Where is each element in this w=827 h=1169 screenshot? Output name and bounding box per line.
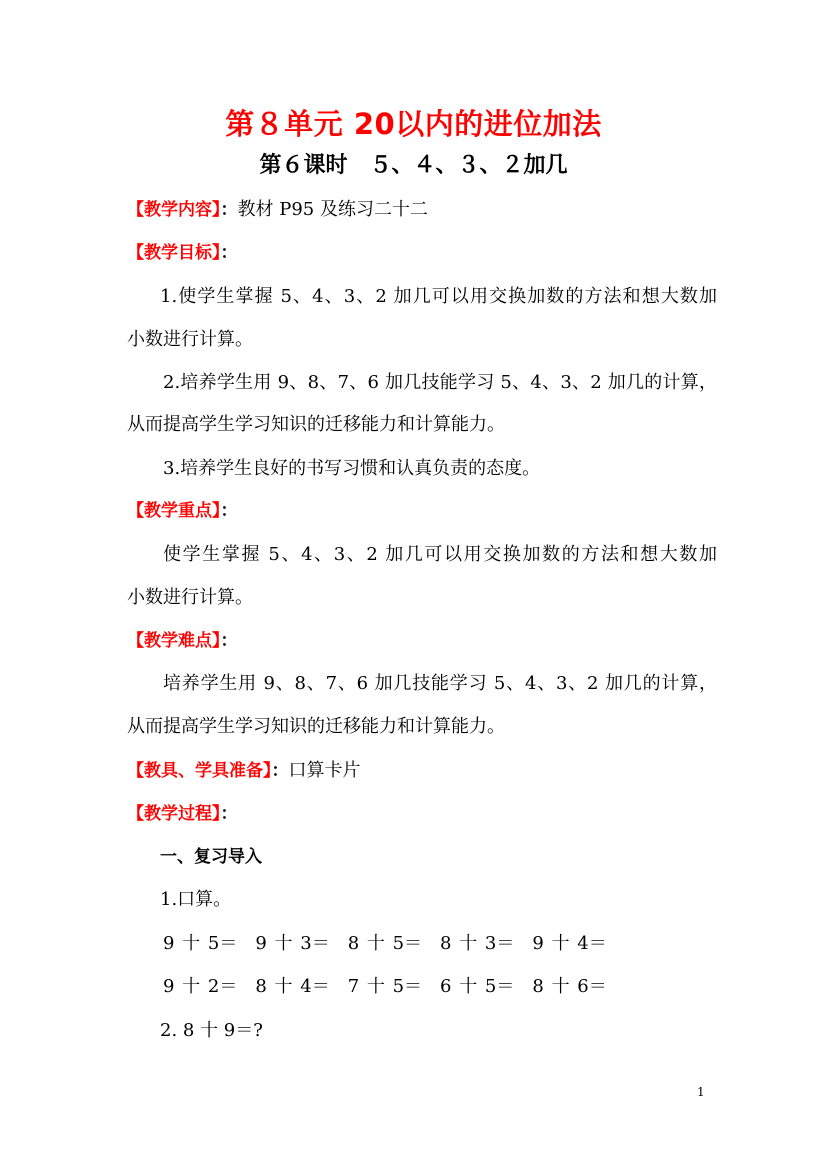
goals-colon: ：: [220, 243, 238, 263]
goal-2-line-b: 从而提高学生学习知识的迁移能力和计算能力。: [127, 414, 505, 435]
content-line: [127, 196, 717, 224]
oral-calc-row-1: 9 十 5＝ 9 十 3＝ 8 十 5＝ 8 十 3＝ 9 十 4＝: [163, 933, 607, 954]
difficulty-heading: 【教学难点】: [127, 631, 221, 651]
goals-heading: 【教学目标】: [127, 243, 221, 263]
oral-calc-row-2: 9 十 2＝ 8 十 4＝ 7 十 5＝ 6 十 5＝ 8 十 6＝: [163, 976, 607, 997]
goal-1-line-a: 1.使学生掌握 5、4、3、2 加几可以用交换加数的方法和想大数加: [160, 286, 717, 307]
content-text: 教材 P95 及练习二十二: [237, 199, 428, 220]
goals-heading-line: [127, 239, 717, 267]
key-colon: ：: [220, 501, 238, 521]
tools-line: [127, 757, 717, 785]
process-colon: ：: [220, 804, 238, 824]
process-heading-line: [127, 800, 717, 828]
goal-2-line-a: 2.培养学生用 9、8、7、6 加几技能学习 5、4、3、2 加几的计算，: [163, 372, 717, 393]
question-2: 2. 8 十 9＝?: [160, 1020, 263, 1041]
key-heading-line: [127, 497, 717, 525]
difficulty-line-a: 培养学生用 9、8、7、6 加几技能学习 5、4、3、2 加几的计算，: [163, 673, 717, 694]
content-colon: ：: [220, 200, 238, 220]
key-heading: 【教学重点】: [127, 501, 221, 521]
content-heading: 【教学内容】: [127, 200, 221, 220]
goal-1-line-b: 小数进行计算。: [127, 329, 253, 350]
key-line-a: 使学生掌握 5、4、3、2 加几可以用交换加数的方法和想大数加: [163, 544, 717, 565]
tools-text: 口算卡片: [288, 760, 361, 781]
process-heading: 【教学过程】: [127, 804, 221, 824]
page-number: 1: [697, 1085, 705, 1099]
difficulty-colon: ：: [220, 631, 238, 651]
unit-title: 第８单元 20以内的进位加法: [225, 107, 602, 141]
tools-heading: 【教具、学具准备】: [127, 761, 272, 781]
tools-colon: ：: [271, 761, 289, 781]
difficulty-heading-line: [127, 627, 717, 655]
oral-calc-label: 1.口算。: [160, 889, 232, 910]
lesson-subtitle: 第６课时 ５、４、３、２加几: [259, 153, 568, 178]
section-review-heading: 一、复习导入: [160, 847, 262, 867]
goal-3-line: 3.培养学生良好的书写习惯和认真负责的态度。: [163, 458, 541, 479]
key-line-b: 小数进行计算。: [127, 587, 253, 608]
difficulty-line-b: 从而提高学生学习知识的迁移能力和计算能力。: [127, 716, 505, 737]
